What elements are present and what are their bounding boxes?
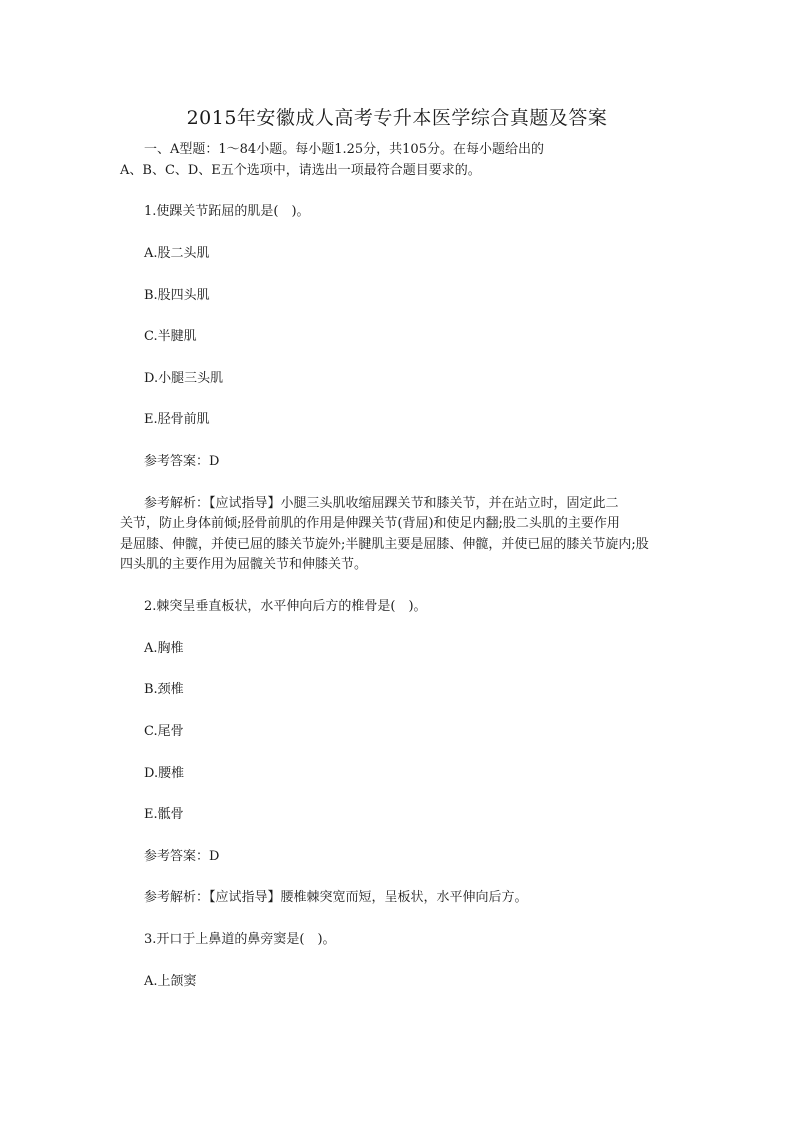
- q1-analysis-line-1: 参考解析：【应试指导】小腿三头肌收缩屈踝关节和膝关节，并在站立时，固定此二: [144, 496, 619, 511]
- q1-option-e: E.胫骨前肌: [144, 412, 210, 427]
- q1-option-c: C.半腱肌: [144, 329, 197, 344]
- q1-option-d: D.小腿三头肌: [144, 371, 224, 386]
- q3-option-a: A.上颌窦: [144, 974, 197, 989]
- q2-answer: 参考答案：D: [144, 849, 220, 864]
- q1-answer: 参考答案：D: [144, 454, 220, 469]
- q3-stem: 3.开口于上鼻道的鼻旁窦是( )。: [144, 932, 336, 947]
- q1-analysis-line-2: 关节，防止身体前倾;胫骨前肌的作用是伸踝关节(背屈)和使足内翻;股二头肌的主要作用: [120, 516, 620, 531]
- intro-line-2: A、B、C、D、E五个选项中，请选出一项最符合题目要求的。: [120, 163, 481, 178]
- q1-option-a: A.股二头肌: [144, 246, 210, 261]
- q2-option-d: D.腰椎: [144, 766, 185, 781]
- q2-option-a: A.胸椎: [144, 641, 184, 656]
- q2-analysis-line-1: 参考解析：【应试指导】腰椎棘突宽而短，呈板状，水平伸向后方。: [144, 890, 528, 905]
- q1-analysis-line-3: 是屈膝、伸髋，并使已屈的膝关节旋外;半腱肌主要是屈膝、伸髋，并使已屈的膝关节旋内;股: [120, 537, 649, 552]
- q2-option-c: C.尾骨: [144, 724, 184, 739]
- q2-stem: 2.棘突呈垂直板状，水平伸向后方的椎骨是( )。: [144, 599, 427, 614]
- q2-option-b: B.颈椎: [144, 682, 184, 697]
- q2-option-e: E.骶骨: [144, 807, 184, 822]
- q1-stem: 1.使踝关节跖屈的肌是( )。: [144, 204, 310, 219]
- document-title: 2015年安徽成人高考专升本医学综合真题及答案: [186, 107, 608, 129]
- intro-line-1: 一、A型题：1～84小题。每小题1.25分，共105分。在每小题给出的: [144, 142, 544, 157]
- q1-analysis-line-4: 四头肌的主要作用为屈髋关节和伸膝关节。: [120, 557, 368, 572]
- q1-option-b: B.股四头肌: [144, 288, 210, 303]
